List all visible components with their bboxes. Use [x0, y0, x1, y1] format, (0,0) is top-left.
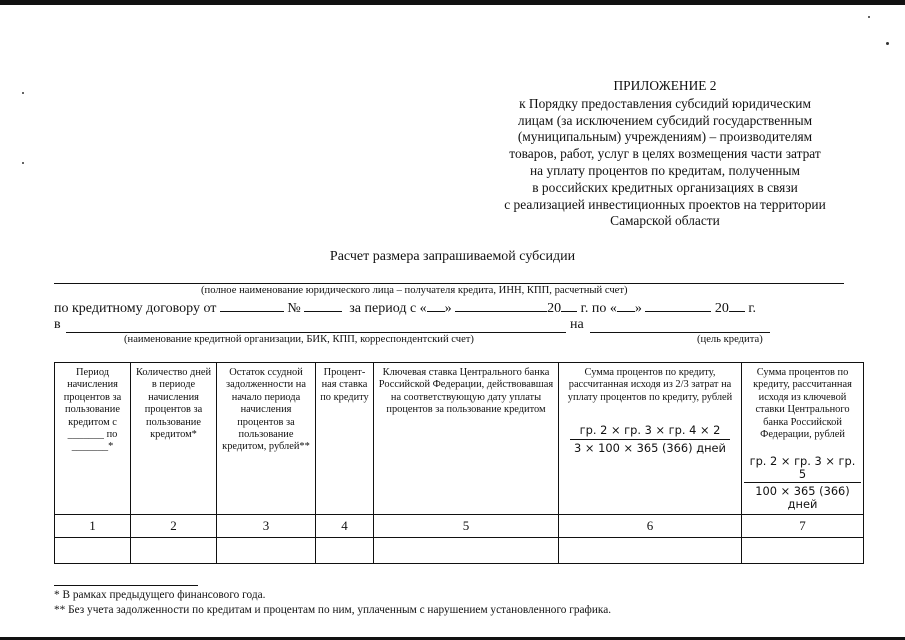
year-prefix: 20 — [547, 301, 562, 316]
data-cell[interactable] — [316, 538, 374, 564]
period-start-month-field[interactable] — [455, 299, 547, 312]
appendix-line: к Порядку предоставления субсидий юридическим — [519, 95, 811, 111]
formula-col7 — [744, 455, 861, 510]
period-to-label: г. по « — [580, 301, 617, 316]
period-start-year-field[interactable] — [561, 299, 577, 312]
header-cell — [742, 363, 864, 515]
period-end-day-field[interactable] — [617, 299, 635, 312]
purpose-prefix: на — [570, 317, 584, 332]
header-balance: Остаток ссудной задолженности на начало периода начисления процентов за пользование кредитом, рублей** — [222, 367, 310, 453]
header-cell — [217, 363, 316, 515]
formula-numerator: гр. 2 × гр. 3 × гр. 5 — [749, 454, 856, 481]
header-cell — [131, 363, 217, 515]
header-days: Количество дней в периоде начисления процентов за пользование кредитом* — [135, 367, 212, 441]
column-number: 7 — [742, 515, 864, 538]
scan-speck — [22, 162, 24, 164]
header-sum-two-thirds: Сумма процентов по кредиту, рассчитанная исходя из 2/3 затрат на уплату процентов по кредиту, рублей — [567, 367, 733, 403]
formula-numerator: гр. 2 × гр. 3 × гр. 4 × 2 — [579, 423, 721, 438]
header-cell — [316, 363, 374, 515]
header-cell — [55, 363, 131, 515]
scan-speck — [22, 92, 24, 94]
appendix-line: лицам (за исключением субсидий государственным — [517, 112, 813, 128]
appendix-line: (муниципальным) учреждениям) – производителям — [517, 129, 813, 145]
footnote-2: ** Без учета задолженности по кредитам и процентам по ним, уплаченным с нарушением установленного графика. — [54, 604, 612, 616]
column-number: 1 — [55, 515, 131, 538]
recipient-field-line[interactable] — [54, 283, 844, 284]
quote-close: » — [444, 301, 452, 316]
scan-speck — [868, 16, 870, 18]
column-number: 6 — [559, 515, 742, 538]
scan-top-border — [0, 0, 905, 5]
purpose-field-line[interactable] — [590, 332, 770, 333]
column-number: 4 — [316, 515, 374, 538]
appendix-title: ПРИЛОЖЕНИЕ 2 — [613, 78, 717, 93]
contract-row — [54, 299, 756, 317]
formula-denominator: 3 × 100 × 365 (366) дней — [570, 439, 730, 454]
data-cell[interactable] — [131, 538, 217, 564]
table-data-row — [55, 538, 864, 564]
year-end-suffix: г. — [748, 301, 756, 316]
appendix-line: Самарской области — [610, 213, 720, 229]
bank-caption: (наименование кредитной организации, БИК, КПП, корреспондентский счет) — [124, 334, 474, 345]
purpose-caption: (цель кредита) — [697, 334, 763, 345]
period-from-label: за период с « — [349, 301, 427, 316]
data-cell[interactable] — [217, 538, 316, 564]
appendix-line: в российских кредитных организациях в связи — [532, 179, 798, 195]
year-prefix: 20 — [714, 301, 729, 316]
column-number: 3 — [217, 515, 316, 538]
formula-col6 — [570, 424, 730, 454]
header-sum-key-rate: Сумма процентов по кредиту, рассчитанная исходя из ключевой ставки Центрального банка Российской Федерации, рублей — [753, 367, 852, 441]
period-end-year-field[interactable] — [729, 299, 745, 312]
contract-prefix: по кредитному договору от — [54, 301, 217, 316]
footnote-separator — [54, 585, 198, 586]
footnote-1: * В рамках предыдущего финансового года. — [54, 589, 266, 601]
formula-denominator: 100 × 365 (366) дней — [744, 482, 861, 510]
bank-prefix: в — [54, 317, 61, 332]
header-rate: Процент-ная ставка по кредиту — [320, 367, 369, 403]
period-end-month-field[interactable] — [645, 299, 711, 312]
column-number-row — [55, 515, 864, 538]
table-header-row — [55, 363, 864, 515]
data-cell[interactable] — [559, 538, 742, 564]
number-sign: № — [287, 301, 301, 316]
header-cell — [559, 363, 742, 515]
appendix-line: товаров, работ, услуг в целях возмещения части затрат — [509, 146, 821, 162]
period-start-day-field[interactable] — [427, 299, 445, 312]
appendix-line: на уплату процентов по кредитам, полученным — [529, 162, 800, 178]
appendix-block — [470, 78, 860, 230]
contract-number-field[interactable] — [304, 299, 342, 312]
header-key-rate: Ключевая ставка Центрального банка Российской Федерации, действовавшая на соответствующую дату уплаты процентов за пользование кредитом — [378, 367, 554, 416]
form-title: Расчет размера запрашиваемой субсидии — [329, 249, 576, 264]
data-cell[interactable] — [742, 538, 864, 564]
recipient-caption: (полное наименование юридического лица – получателя кредита, ИНН, КПП, расчетный счет) — [201, 285, 628, 296]
data-cell[interactable] — [374, 538, 559, 564]
subsidy-calculation-table — [54, 362, 864, 564]
contract-date-field[interactable] — [220, 299, 284, 312]
column-number: 2 — [131, 515, 217, 538]
data-cell[interactable] — [55, 538, 131, 564]
scan-speck — [886, 42, 889, 45]
appendix-line: с реализацией инвестиционных проектов на территории — [504, 196, 826, 212]
column-number: 5 — [374, 515, 559, 538]
bank-field-line[interactable] — [66, 332, 566, 333]
header-cell — [374, 363, 559, 515]
header-period: Период начисления процентов за пользование кредитом с _______ по _______* — [63, 367, 122, 453]
quote-close: » — [634, 301, 642, 316]
